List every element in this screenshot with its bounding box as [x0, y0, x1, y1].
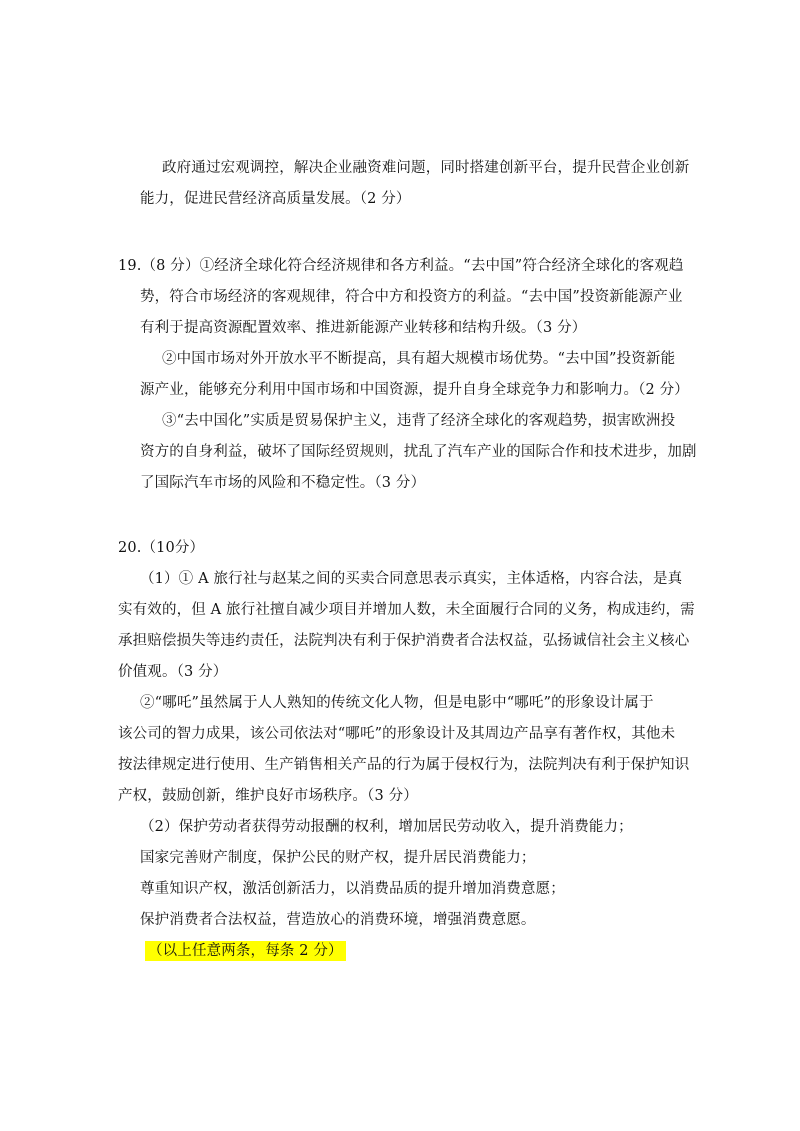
continuation-line-2: 能力，促进民营经济高质量发展。（2 分）	[140, 191, 411, 207]
highlighted-note: （以上任意两条，每条 2 分）	[145, 941, 346, 961]
q20-line-2: 实有效的，但 A 旅行社擅自减少项目并增加人数，未全面履行合同的义务，构成违约，需	[118, 602, 695, 618]
q19-line-3: 有利于提高资源配置效率、推进新能源产业转移和结构升级。（3 分）	[140, 320, 587, 336]
q20-header: 20.（10分）	[118, 540, 205, 556]
q20-line-3: 承担赔偿损失等违约责任，法院判决有利于保护消费者合法权益，弘扬诚信社会主义核心	[118, 633, 690, 649]
continuation-line-1: 政府通过宏观调控，解决企业融资难问题，同时搭建创新平台，提升民营企业创新	[162, 160, 690, 176]
q20-line-6: 该公司的智力成果，该公司依法对“哪吒”的形象设计及其周边产品享有著作权，其他未	[118, 726, 676, 742]
q20-scoring-note	[145, 941, 346, 961]
q20-line-5: ②“哪吒”虽然属于人人熟知的传统文化人物，但是电影中“哪吒”的形象设计属于	[140, 695, 654, 711]
q20-line-1: （1）① A 旅行社与赵某之间的买卖合同意思表示真实，主体适格，内容合法，是真	[140, 571, 683, 587]
q19-line-2: 势，符合市场经济的客观规律，符合中方和投资方的利益。“去中国”投资新能源产业	[140, 289, 683, 305]
q20-line-7: 按法律规定进行使用、生产销售相关产品的行为属于侵权行为，法院判决有利于保护知识	[118, 757, 690, 773]
q19-line-5: 源产业，能够充分利用中国市场和中国资源，提升自身全球竞争力和影响力。（2 分）	[140, 382, 689, 398]
q20-line-4: 价值观。（3 分）	[118, 664, 228, 680]
q20-line-12: 保护消费者合法权益，营造放心的消费环境，增强消费意愿。	[140, 912, 536, 928]
q19-line-1: 19.（8 分）①经济全球化符合经济规律和各方利益。“去中国”符合经济全球化的客观趋	[118, 258, 684, 274]
q19-line-4: ②中国市场对外开放水平不断提高，具有超大规模市场优势。“去中国”投资新能	[162, 351, 676, 367]
q19-line-7: 资方的自身利益，破坏了国际经贸规则，扰乱了汽车产业的国际合作和技术进步，加剧	[140, 444, 697, 460]
q20-line-11: 尊重知识产权，激活创新活力，以消费品质的提升增加消费意愿；	[140, 881, 565, 897]
q19-line-6: ③“去中国化”实质是贸易保护主义，违背了经济全球化的客观趋势，损害欧洲投	[162, 413, 676, 429]
q20-line-8: 产权，鼓励创新，维护良好市场秩序。（3 分）	[118, 788, 418, 804]
q19-line-8: 了国际汽车市场的风险和不稳定性。（3 分）	[140, 475, 426, 491]
q20-line-10: 国家完善财产制度，保护公民的财产权，提升居民消费能力；	[140, 850, 536, 866]
q20-line-9: （2）保护劳动者获得劳动报酬的权利，增加居民劳动收入，提升消费能力；	[140, 819, 633, 835]
